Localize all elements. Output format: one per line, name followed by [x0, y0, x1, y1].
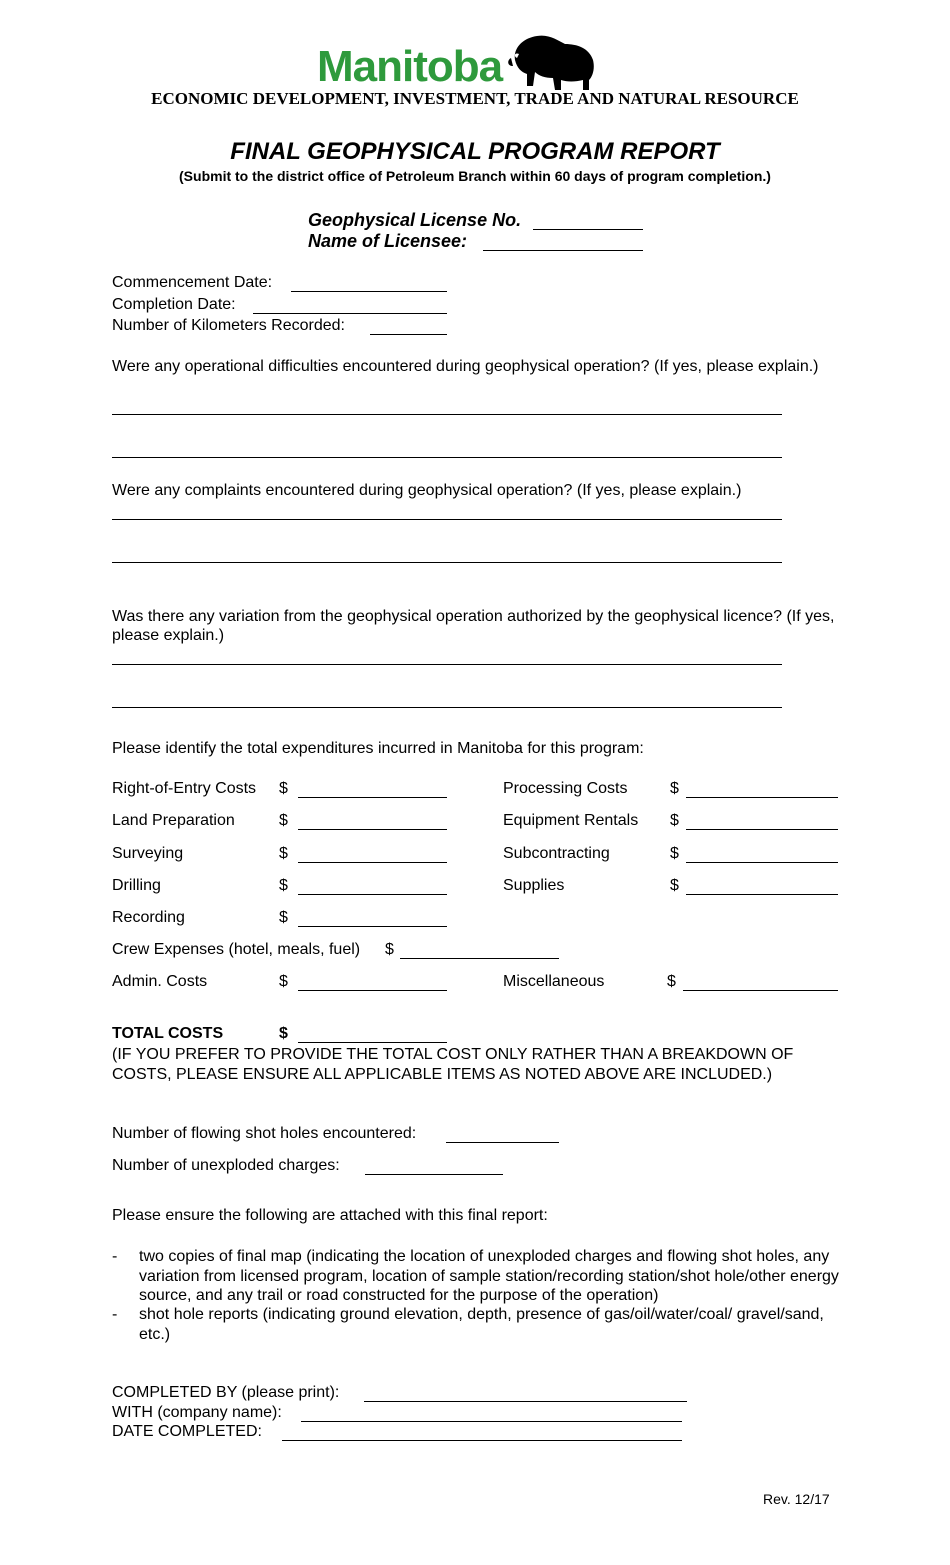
total-costs-label: TOTAL COSTS [112, 1025, 224, 1042]
currency-sign: $ [667, 973, 676, 990]
crew-expenses-label: Crew Expenses (hotel, meals, fuel) [112, 941, 361, 958]
currency-sign: $ [279, 845, 288, 862]
currency-sign: $ [279, 1025, 288, 1042]
subcontracting-field[interactable] [686, 862, 838, 863]
currency-sign: $ [670, 780, 679, 797]
difficulties-line-1[interactable] [112, 414, 782, 415]
currency-sign: $ [670, 877, 679, 894]
attachment-item-map: two copies of final map (indicating the location of unexploded charges and flowing shot holes, any variation from licensed program, location of sample station/recording station/shot hole/other energy source, and any trail or road constructed for the purpose of the operation) [139, 1248, 839, 1304]
bullet-dash: - [112, 1248, 118, 1265]
currency-sign: $ [670, 812, 679, 829]
licensee-field[interactable] [483, 250, 643, 251]
completed-by-field[interactable] [364, 1401, 687, 1402]
licensee-label: Name of Licensee: [308, 231, 468, 251]
km-label: Number of Kilometers Recorded: [112, 317, 345, 334]
variation-question: Was there any variation from the geophysical operation authorized by the geophysical licence? (If yes, please explain.) [112, 608, 835, 644]
drilling-field[interactable] [298, 894, 447, 895]
equipment-rentals-field[interactable] [686, 829, 838, 830]
revision-label: Rev. 12/17 [763, 1491, 830, 1507]
difficulties-line-2[interactable] [112, 457, 782, 458]
currency-sign: $ [279, 909, 288, 926]
difficulties-question: Were any operational difficulties encountered during geophysical operation? (If yes, please explain.) [112, 358, 819, 375]
total-costs-note: (IF YOU PREFER TO PROVIDE THE TOTAL COST ONLY RATHER THAN A BREAKDOWN OF COSTS, PLEASE ENSURE ALL APPLICABLE ITEMS AS NOTED ABOVE ARE INCLUDED.) [112, 1046, 794, 1083]
currency-sign: $ [385, 941, 394, 958]
subcontracting-label: Subcontracting [503, 845, 610, 862]
commencement-label: Commencement Date: [112, 274, 273, 291]
bison-logo-icon [505, 30, 597, 92]
drilling-label: Drilling [112, 877, 161, 894]
miscellaneous-field[interactable] [683, 990, 838, 991]
flowing-holes-label: Number of flowing shot holes encountered: [112, 1125, 417, 1142]
supplies-field[interactable] [686, 894, 838, 895]
bullet-dash: - [112, 1306, 118, 1323]
completed-by-label: COMPLETED BY (please print): [112, 1384, 340, 1401]
variation-line-1[interactable] [112, 664, 782, 665]
company-label: WITH (company name): [112, 1404, 282, 1421]
department-name: ECONOMIC DEVELOPMENT, INVESTMENT, TRADE AND NATURAL RESOURCE [151, 89, 799, 108]
miscellaneous-label: Miscellaneous [503, 973, 605, 990]
form-title: FINAL GEOPHYSICAL PROGRAM REPORT [230, 138, 720, 165]
license-no-field[interactable] [533, 229, 643, 230]
flowing-holes-field[interactable] [446, 1142, 559, 1143]
currency-sign: $ [279, 973, 288, 990]
km-field[interactable] [370, 334, 447, 335]
processing-costs-field[interactable] [686, 797, 838, 798]
currency-sign: $ [279, 812, 288, 829]
surveying-label: Surveying [112, 845, 184, 862]
total-costs-field[interactable] [298, 1042, 447, 1043]
currency-sign: $ [279, 780, 288, 797]
surveying-field[interactable] [298, 862, 447, 863]
attachment-item-shot-hole: shot hole reports (indicating ground elevation, depth, presence of gas/oil/water/coal/ gravel/sand, etc.) [139, 1306, 824, 1343]
currency-sign: $ [279, 877, 288, 894]
license-no-label: Geophysical License No. [308, 210, 522, 230]
right-of-entry-label: Right-of-Entry Costs [112, 780, 257, 797]
currency-sign: $ [670, 845, 679, 862]
right-of-entry-field[interactable] [298, 797, 447, 798]
manitoba-logo-text: Manitoba [317, 42, 503, 91]
equipment-rentals-label: Equipment Rentals [503, 812, 639, 829]
company-field[interactable] [301, 1421, 682, 1422]
recording-label: Recording [112, 909, 185, 926]
expenditures-intro: Please identify the total expenditures incurred in Manitoba for this program: [112, 740, 644, 757]
date-completed-field[interactable] [282, 1440, 682, 1441]
admin-costs-label: Admin. Costs [112, 973, 208, 990]
processing-costs-label: Processing Costs [503, 780, 628, 797]
date-completed-label: DATE COMPLETED: [112, 1423, 262, 1440]
completion-field[interactable] [253, 313, 447, 314]
unexploded-label: Number of unexploded charges: [112, 1157, 340, 1174]
land-preparation-label: Land Preparation [112, 812, 235, 829]
attachments-intro: Please ensure the following are attached with this final report: [112, 1207, 548, 1224]
land-preparation-field[interactable] [298, 829, 447, 830]
unexploded-field[interactable] [365, 1174, 503, 1175]
complaints-question: Were any complaints encountered during geophysical operation? (If yes, please explain.) [112, 482, 742, 499]
complaints-line-1[interactable] [112, 519, 782, 520]
crew-expenses-field[interactable] [400, 958, 559, 959]
completion-label: Completion Date: [112, 296, 236, 313]
recording-field[interactable] [298, 926, 447, 927]
supplies-label: Supplies [503, 877, 565, 894]
admin-costs-field[interactable] [298, 990, 447, 991]
form-subtitle: (Submit to the district office of Petroleum Branch within 60 days of program completion.) [179, 168, 771, 184]
commencement-field[interactable] [291, 291, 447, 292]
complaints-line-2[interactable] [112, 562, 782, 563]
variation-line-2[interactable] [112, 707, 782, 708]
